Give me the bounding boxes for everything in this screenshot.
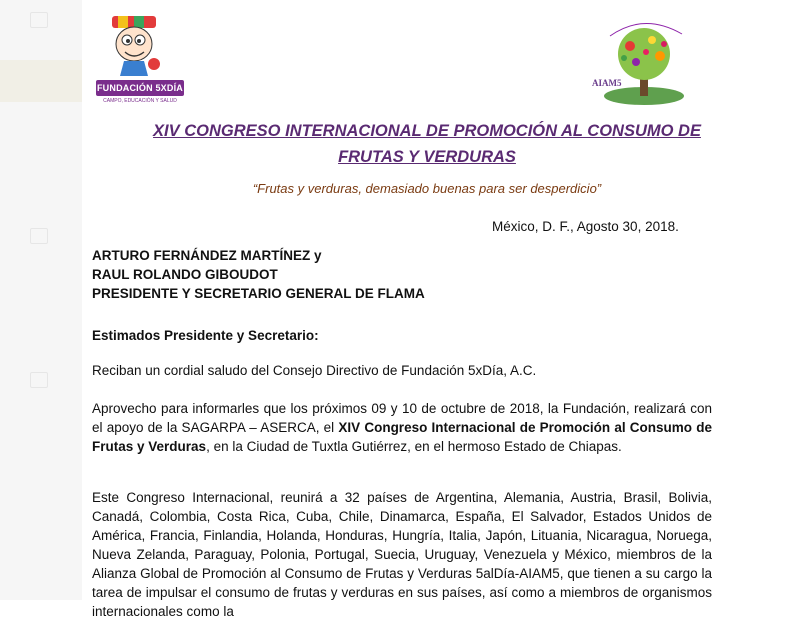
- addressee-line: ARTURO FERNÁNDEZ MARTÍNEZ y: [92, 248, 322, 263]
- announcement-text: Aprovecho para informarles que los próximos 09 y 10 de octubre de 2018, la Fundación, realizará con el apoyo de la SAGARPA – ASERCA, el: [92, 401, 712, 435]
- aiam5-logo: [582, 16, 707, 108]
- background-icon: [30, 12, 48, 28]
- background-icon: [30, 372, 48, 388]
- title-line-2: FRUTAS Y VERDURAS: [338, 148, 516, 166]
- fundacion-logo-text: FUNDACIÓN 5XDÍA: [96, 80, 184, 96]
- addressee-block: [92, 246, 425, 303]
- congress-title: [82, 118, 772, 170]
- title-line-1: XIV CONGRESO INTERNACIONAL DE PROMOCIÓN AL CONSUMO DE: [153, 122, 701, 140]
- addressee-line: PRESIDENTE Y SECRETARIO GENERAL DE FLAMA: [92, 286, 425, 301]
- letter-date: México, D. F., Agosto 30, 2018.: [492, 219, 679, 234]
- congress-name: XIV Congreso Internacional de Promoción al Consumo de Frutas y Verduras: [92, 420, 712, 454]
- aiam5-logo-text: AIAM5: [592, 78, 622, 88]
- paragraph-participants: Este Congreso Internacional, reunirá a 32 países de Argentina, Alemania, Austria, Brasil, Bolivia, Canadá, Colombia, Costa Rica, Cuba, Chile, Dinamarca, España, El Salvador, Estados Unidos de América, Francia, Finlandia, Holanda, Honduras, Hungría, Italia, Japón, Lituania, Nicaragua, Noruega, Nueva Zelanda, Paraguay, Polonia, Portugal, Suecia, Uruguay, Venezuela y México, miembros de la Alianza Global de Promoción al Consumo de Frutas y Verduras 5alDía-AIAM5, que tienen a su cargo la tarea de impulsar el consumo de frutas y verduras en sus países, así como a miembros de organismos internacionales como la: [92, 490, 712, 619]
- tree-icon: [582, 16, 707, 108]
- mascot-icon: [94, 14, 184, 84]
- fundacion-logo-subtext: CAMPO, EDUCACIÓN Y SALUD: [103, 98, 177, 104]
- paragraph-announcement: [92, 399, 712, 456]
- paragraph-greeting: Reciban un cordial saludo del Consejo Directivo de Fundación 5xDía, A.C.: [92, 363, 537, 378]
- announcement-text: , en la Ciudad de Tuxtla Gutiérrez, en el hermoso Estado de Chiapas.: [206, 439, 622, 454]
- background-icon: [30, 228, 48, 244]
- background-banner: [0, 60, 82, 102]
- fundacion-logo: [94, 14, 184, 102]
- addressee-line: RAUL ROLANDO GIBOUDOT: [92, 267, 278, 282]
- congress-slogan: “Frutas y verduras, demasiado buenas para ser desperdicio”: [252, 181, 602, 196]
- background-sidebar: [0, 0, 82, 600]
- letter-page: [82, 0, 800, 619]
- salutation: Estimados Presidente y Secretario:: [92, 328, 319, 343]
